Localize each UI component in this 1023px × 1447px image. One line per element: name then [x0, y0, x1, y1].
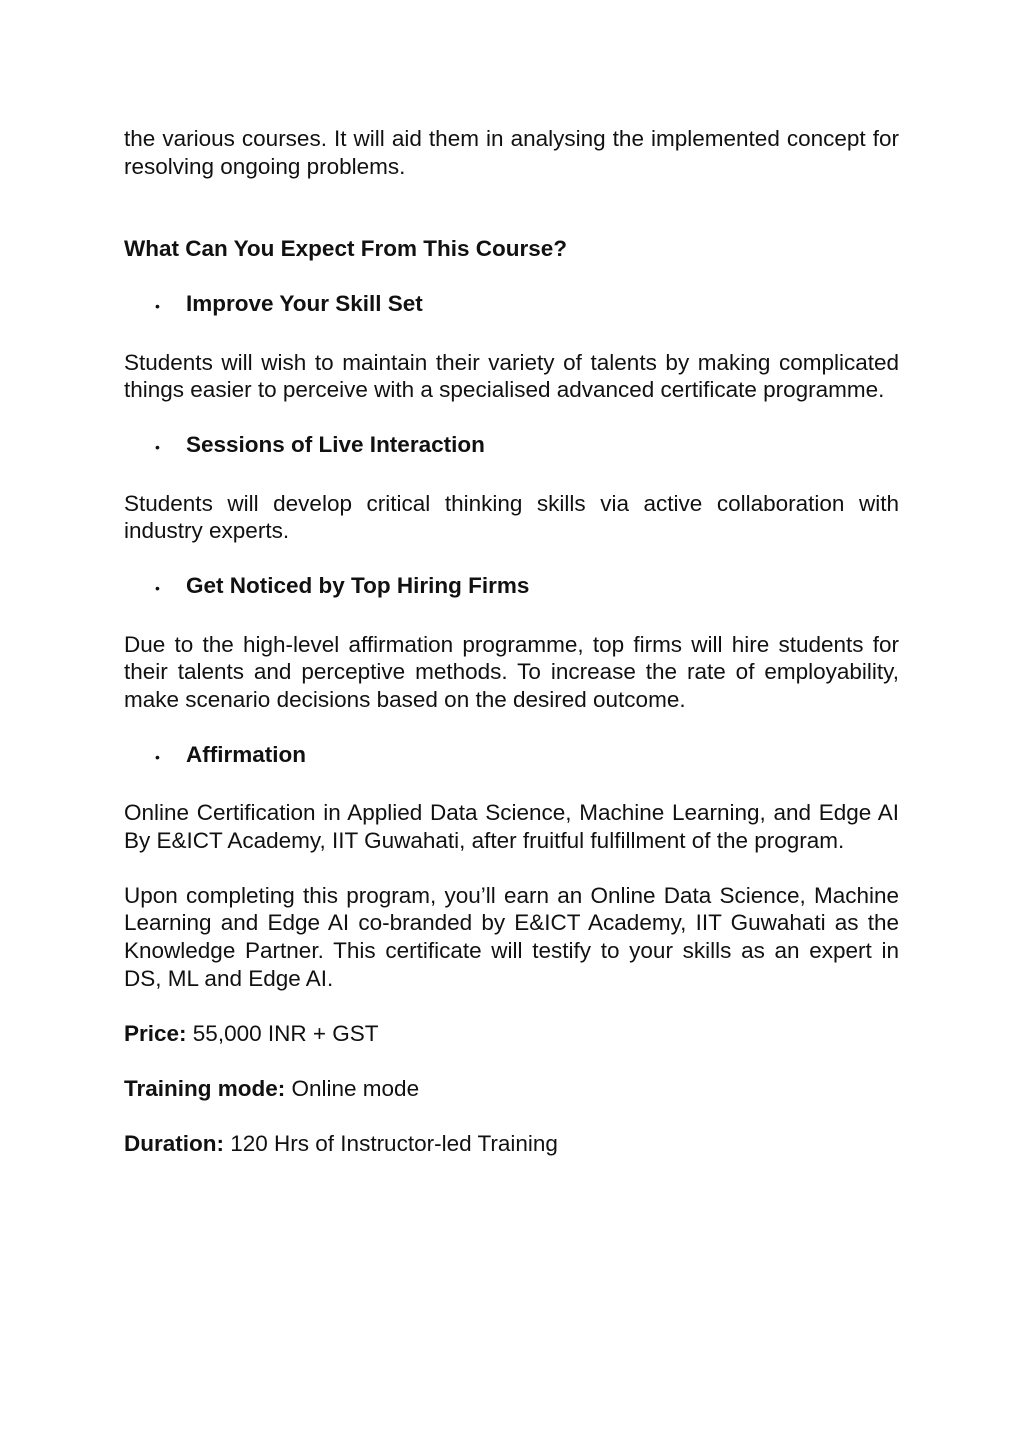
price-value: 55,000 INR + GST — [192, 1020, 379, 1046]
bullet-icon: • — [155, 298, 160, 315]
bullet-item-hiring-firms — [124, 572, 899, 603]
bullet-icon: • — [155, 439, 160, 456]
duration-value: 120 Hrs of Instructor-led Training — [230, 1131, 558, 1157]
bullet-body: Students will develop critical thinking skills via active collaboration with industry experts. — [124, 490, 899, 544]
document-content — [124, 125, 899, 1158]
bullet-body: Online Certification in Applied Data Science, Machine Learning, and Edge AI By E&ICT Academy, IIT Guwahati, after fruitful fulfillment of the program. — [124, 800, 899, 853]
duration-row — [124, 1130, 899, 1158]
bullet-title: Get Noticed by Top Hiring Firms — [186, 573, 530, 599]
bullet-icon: • — [155, 748, 160, 765]
closing-paragraph: Upon completing this program, you’ll earn an Online Data Science, Machine Learning and Edge AI co-branded by E&ICT Academy, IIT Guwahati as the Knowledge Partner. This certificate will testify to your skills as an expert in DS, ML and Edge AI. — [124, 882, 899, 991]
duration-label: Duration: — [124, 1131, 231, 1157]
bullet-item-live-interaction — [124, 431, 899, 462]
price-label: Price: — [124, 1020, 193, 1046]
section-heading: What Can You Expect From This Course? — [124, 236, 567, 262]
bullet-title: Improve Your Skill Set — [186, 291, 423, 317]
bullet-title: Affirmation — [186, 741, 306, 767]
training-mode-row — [124, 1075, 899, 1103]
bullet-body: Students will wish to maintain their variety of talents by making complicated things easier to perceive with a specialised advanced certificate programme. — [124, 349, 899, 403]
bullet-item-affirmation — [124, 741, 899, 772]
bullet-item-skill-set — [124, 290, 899, 321]
intro-paragraph: the various courses. It will aid them in analysing the implemented concept for resolving ongoing problems. — [124, 126, 899, 179]
bullet-body: Due to the high-level affirmation programme, top firms will hire students for their talents and perceptive methods. To increase the rate of employability, make scenario decisions based on the desired outcome. — [124, 631, 899, 712]
training-mode-label: Training mode: — [124, 1076, 292, 1101]
bullet-icon: • — [155, 580, 160, 597]
bullet-title: Sessions of Live Interaction — [186, 432, 485, 458]
price-row — [124, 1020, 899, 1048]
training-mode-value: Online mode — [291, 1076, 420, 1101]
